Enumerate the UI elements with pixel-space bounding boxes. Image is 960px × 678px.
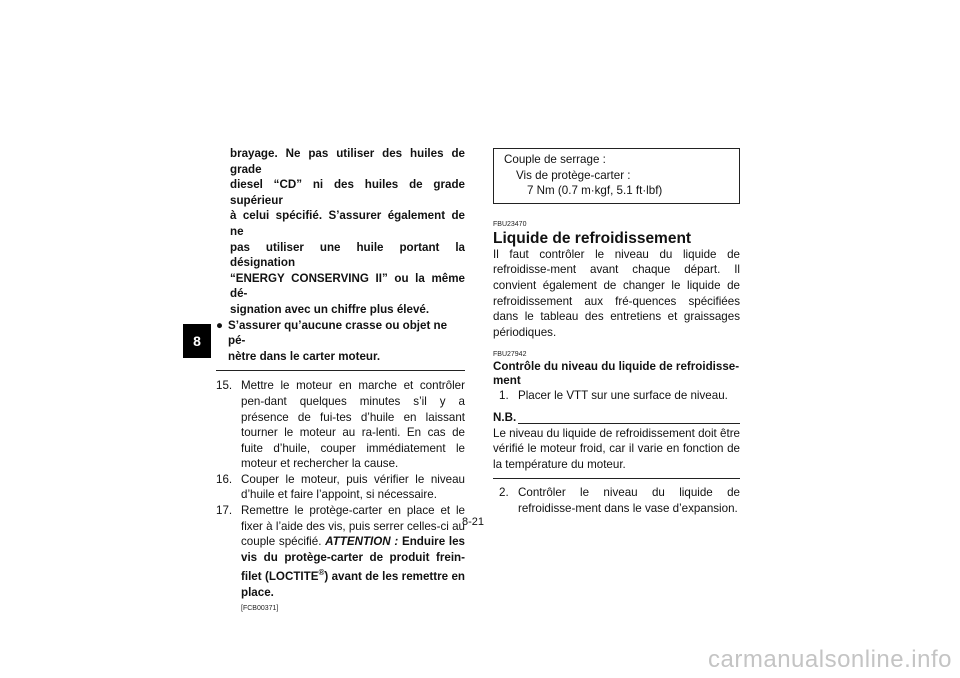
torque-spec-box [493,148,740,204]
step-16 [216,472,465,503]
registered-mark: ® [318,568,325,578]
torque-title: Couple de serrage : [504,153,606,166]
torque-item: Vis de protège-carter : [516,168,631,182]
bullet-line: nètre dans le carter moteur. [228,349,381,363]
coolant-step-1 [493,388,740,404]
torque-value: 7 Nm (0.7 m·kgf, 5.1 ft·lbf) [527,184,663,198]
section-title: Liquide de refroidissement [493,229,692,247]
warning-line: diesel “CD” ni des huiles de grade supérieur [230,178,465,207]
step-text: Couper le moteur, puis vérifier le niveau d’huile et faire l’appoint, si nécessaire. [241,472,465,502]
section-text: Il faut contrôler le niveau du liquide de refroidisse-ment avant chaque départ. Il convient également de changer le liquide de refroidissement aux fré-quences spécifiées dans le tableau des entretiens et graissages périodiques. [493,247,740,339]
note-end-rule [493,478,740,479]
left-column [216,146,465,614]
divider [216,370,465,371]
warning-line: brayage. Ne pas utiliser des huiles de grade [230,147,465,176]
attention-text: Enduire les vis du protège-carter de produit frein-filet (LOCTITE [241,535,465,584]
step-text [241,503,465,600]
step-number: 1. [499,389,509,403]
page-number: 8-21 [462,516,485,528]
note-label: N.B. [493,410,517,424]
chapter-tab: 8 [183,324,211,358]
warning-line: “ENERGY CONSERVING II” ou la même dé- [230,271,465,301]
step-number: 17. [216,504,233,518]
warning-text [216,146,465,318]
warning-line: signation avec un chiffre plus élevé. [230,302,430,316]
step-text: Placer le VTT sur une surface de niveau. [518,389,728,403]
subsection-code: FBU27942 [493,351,527,359]
attention-text-end: ) avant de les remettre en place. [241,570,465,599]
caution-code: [FCB00371] [241,605,279,613]
step-17 [216,503,465,600]
warning-line: pas utiliser une huile portant la désignation [230,240,465,270]
subsection-title: Contrôle du niveau du liquide de refroidisse-ment [493,360,740,388]
step-15 [216,378,465,472]
note-line [518,423,740,424]
watermark: carmanualsonline.info [708,646,952,673]
warning-line: à celui spécifié. S’assurer également de ne [230,209,465,238]
section-code: FBU23470 [493,220,527,228]
step-number: 2. [499,486,509,500]
note-header [493,410,740,426]
bullet-icon: ● [216,318,224,332]
step-number: 15. [216,379,233,393]
warning-bullet [216,318,465,365]
step-text: Contrôler le niveau du liquide de refroidisse-ment dans le vase d’expansion. [518,486,740,515]
attention-label: ATTENTION : [325,535,399,549]
step-plain-text: Remettre le protège-carter en place et le fixer à l’aide des vis, puis serrer celles-ci au couple spécifié. [241,504,465,549]
note-text: Le niveau du liquide de refroidissement doit être vérifié le moteur froid, car il varie en fonction de la température du moteur. [493,426,740,471]
bullet-line: S’assurer qu’aucune crasse ou objet ne pé- [228,318,448,348]
step-text: Mettre le moteur en marche et contrôler pen-dant quelques minutes s’il y a présence de fui-tes d’huile en laissant tourner le moteur au ra-lenti. En cas de fuite d’huile, couper immédiatement le moteur et rechercher la cause. [241,379,465,471]
step-number: 16. [216,472,233,486]
coolant-step-2 [493,485,740,516]
right-column [493,148,740,517]
